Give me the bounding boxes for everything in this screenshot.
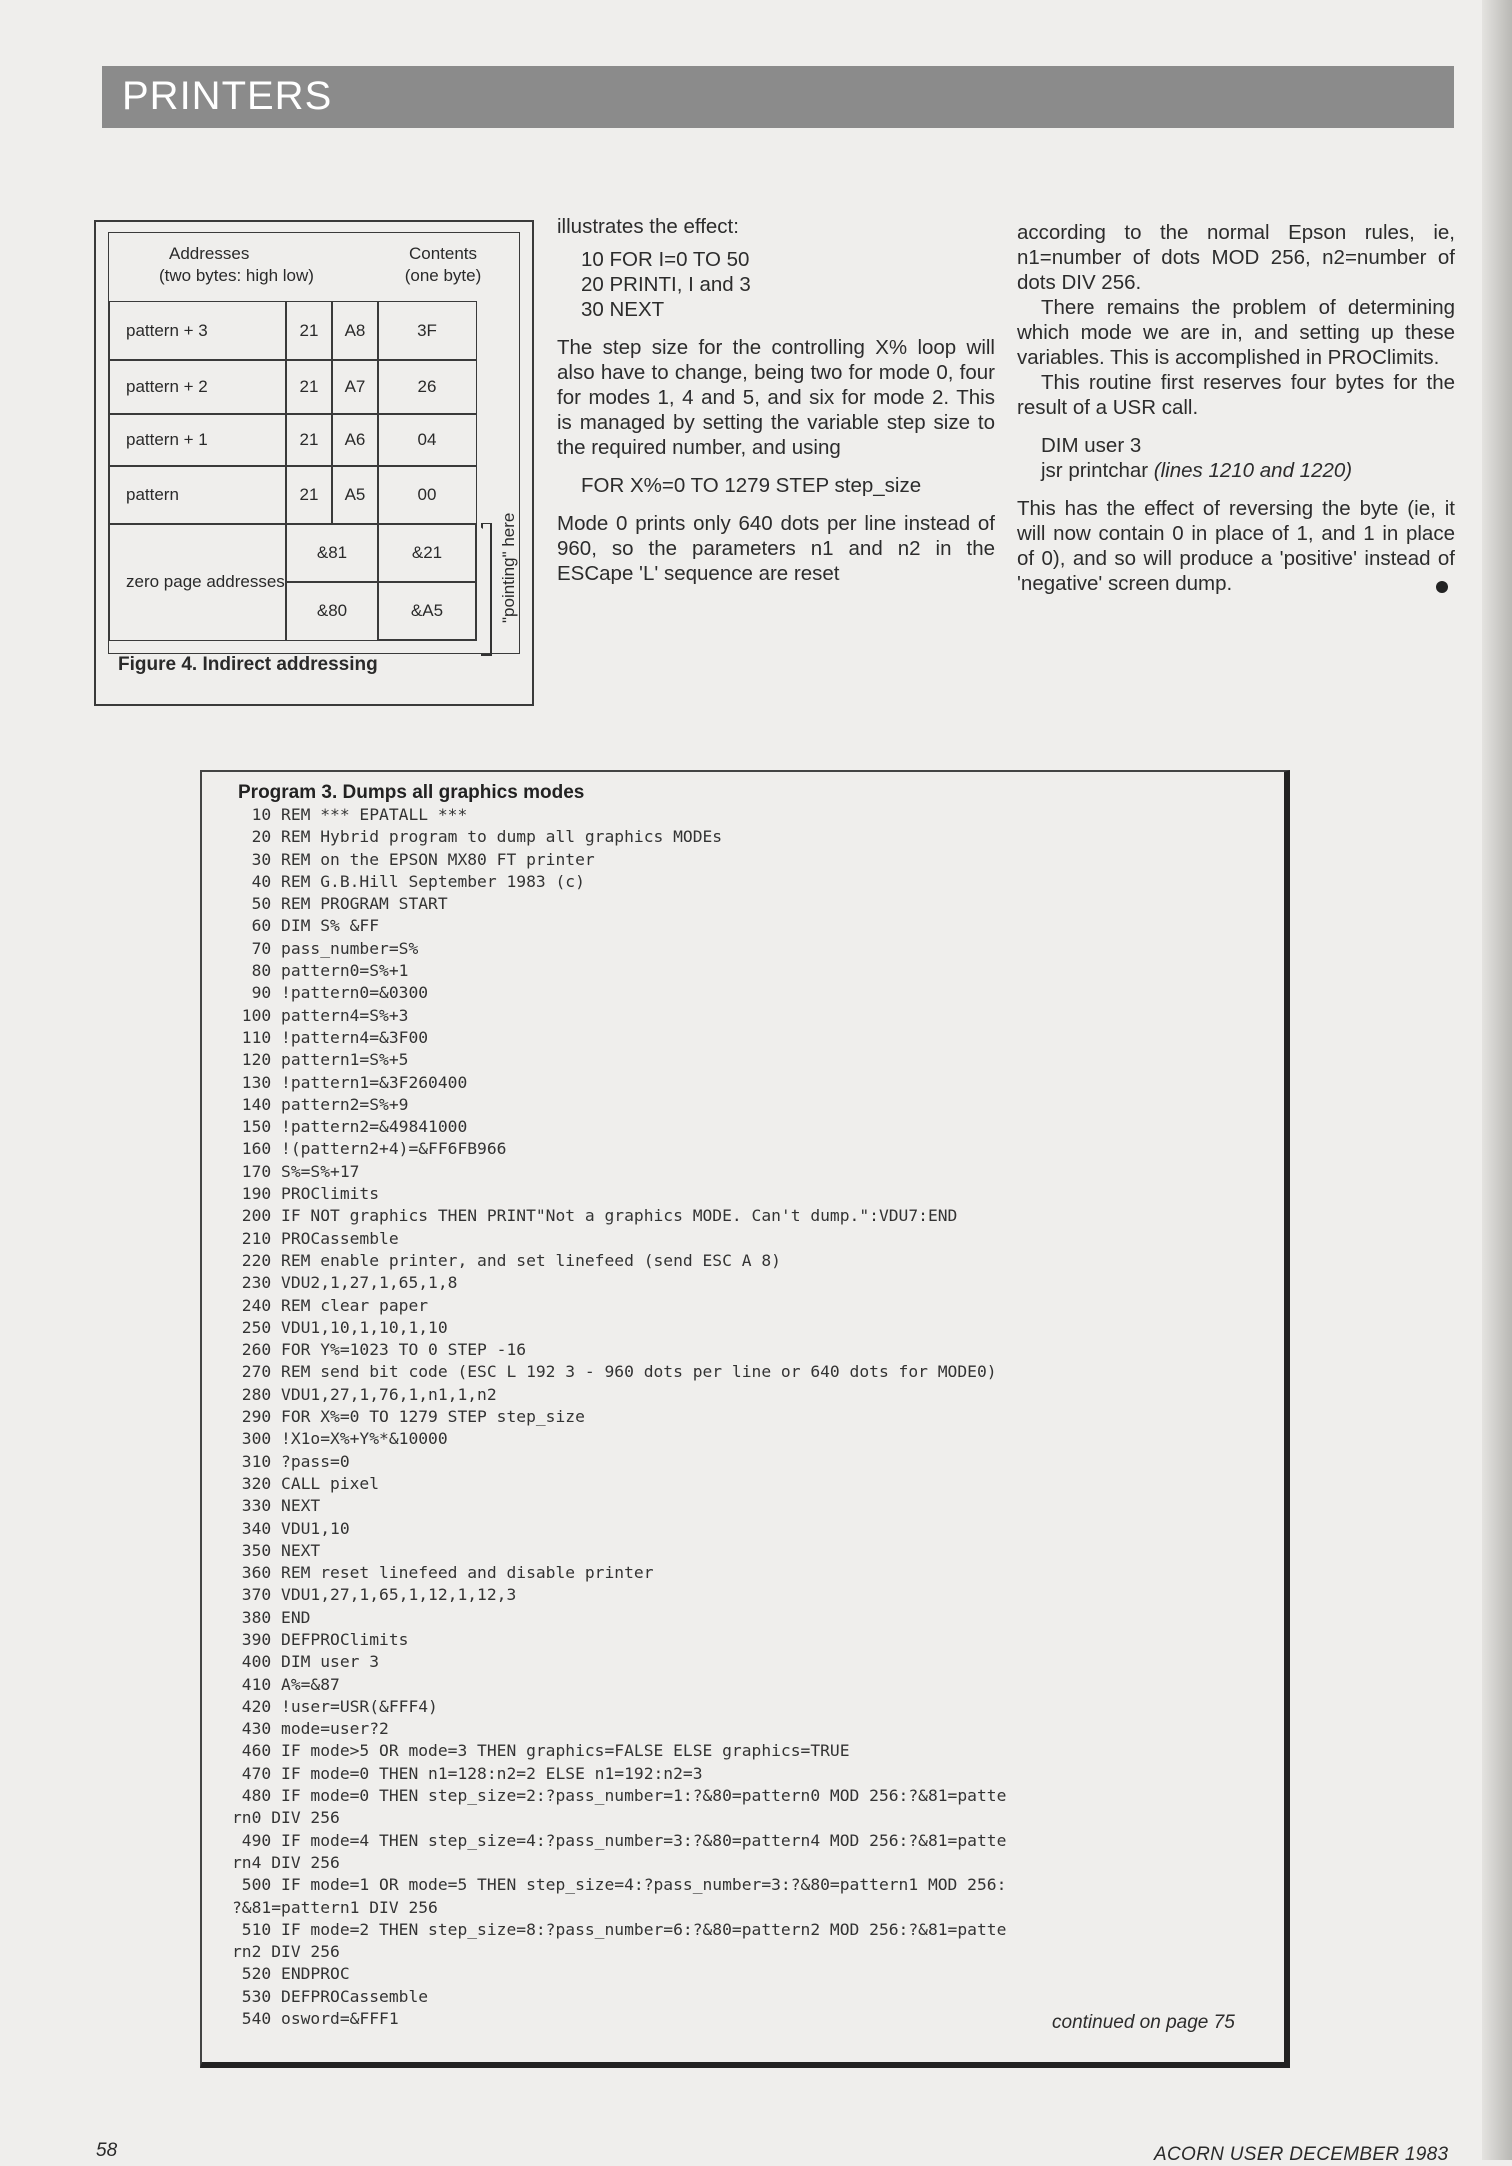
- code-line: 50 REM PROGRAM START: [232, 894, 448, 914]
- code-line: 500 IF mode=1 OR mode=5 THEN step_size=4:?pass_number=3:?&80=pattern1 MOD 256:: [232, 1875, 1007, 1895]
- code-line: 300 !X1o=X%+Y%*&10000: [232, 1429, 448, 1449]
- code-line: 370 VDU1,27,1,65,1,12,1,12,3: [232, 1585, 517, 1605]
- code-line: 80 pattern0=S%+1: [232, 961, 409, 981]
- continued-note: continued on page 75: [1052, 2012, 1235, 2033]
- code-line: DIM user 3: [1041, 434, 1142, 457]
- low-byte: A5: [331, 465, 379, 525]
- code-line: 20 PRINTI, I and 3: [581, 273, 751, 296]
- code-line: 90 !pattern0=&0300: [232, 983, 429, 1003]
- code-line: 70 pass_number=S%: [232, 938, 419, 958]
- figure-frame: [108, 232, 520, 654]
- text-column-middle: [557, 214, 995, 586]
- zero-page-label: zero page addresses: [109, 523, 287, 641]
- zero-page-address: &80: [285, 581, 379, 641]
- row-label: pattern: [109, 465, 287, 525]
- code-line: ?&81=pattern1 DIV 256: [232, 1897, 438, 1917]
- code-line: 40 REM G.B.Hill September 1983 (c): [232, 871, 585, 891]
- pointing-label: "pointing" here: [499, 512, 518, 623]
- code-line: 320 CALL pixel: [232, 1473, 380, 1493]
- code-line: 150 !pattern2=&49841000: [232, 1117, 468, 1137]
- row-label: pattern + 3: [109, 301, 287, 361]
- page-number: 58: [96, 2140, 118, 2161]
- program-listing-box: [200, 770, 1290, 2068]
- contents-byte: 3F: [377, 301, 477, 361]
- row-label: pattern + 2: [109, 359, 287, 415]
- code-line: 310 ?pass=0: [232, 1451, 350, 1471]
- code-line: rn4 DIV 256: [232, 1852, 340, 1872]
- high-byte: 21: [285, 301, 333, 361]
- end-mark-icon: [1435, 580, 1449, 594]
- figure-head-one-byte: (one byte): [404, 266, 482, 285]
- low-byte: A8: [331, 301, 379, 361]
- paragraph: This routine first reserves four bytes for the result of a USR call.: [1017, 371, 1455, 419]
- code-line: 490 IF mode=4 THEN step_size=4:?pass_number=3:?&80=pattern4 MOD 256:?&81=patte: [232, 1830, 1007, 1850]
- paragraph: There remains the problem of determining which mode we are in, and setting up these variables. This is accomplished in PROClimits.: [1017, 296, 1455, 369]
- code-line: 100 pattern4=S%+3: [232, 1005, 409, 1025]
- figure-head-addresses: Addresses: [169, 244, 250, 263]
- code-line: 350 NEXT: [232, 1540, 321, 1560]
- code-line: 30 NEXT: [581, 298, 665, 321]
- code-line: 10 REM *** EPATALL ***: [232, 805, 468, 824]
- figure-indirect-addressing: [94, 220, 534, 706]
- zero-page-address: &81: [285, 523, 379, 583]
- high-byte: 21: [285, 413, 333, 467]
- program-listing: [232, 804, 1272, 2030]
- code-line: 530 DEFPROCassemble: [232, 1986, 429, 2006]
- figure-head-two-bytes: (two bytes: high low): [159, 266, 314, 285]
- code-line: 390 DEFPROClimits: [232, 1629, 409, 1649]
- code-line: 210 PROCassemble: [232, 1228, 399, 1248]
- code-line: 430 mode=user?2: [232, 1719, 389, 1739]
- code-line: 330 NEXT: [232, 1496, 321, 1516]
- code-line: 140 pattern2=S%+9: [232, 1094, 409, 1114]
- code-line: 230 VDU2,1,27,1,65,1,8: [232, 1273, 458, 1293]
- zero-page-contents: &21: [377, 523, 477, 583]
- page-edge-shadow: [1482, 0, 1512, 2160]
- code-line: 30 REM on the EPSON MX80 FT printer: [232, 849, 595, 869]
- code-line: 250 VDU1,10,1,10,1,10: [232, 1317, 448, 1337]
- high-byte: 21: [285, 359, 333, 415]
- code-line: 340 VDU1,10: [232, 1518, 350, 1538]
- paragraph: The step size for the controlling X% loop will also have to change, being two for mode 0, four for modes 1, 4 and 5, and six for mode 2. This is managed by setting the variable step size to the required number, and using: [557, 336, 995, 459]
- paragraph: according to the normal Epson rules, ie, n1=number of dots MOD 256, n2=number of dots DIV 256.: [1017, 221, 1455, 294]
- section-header-bar: [102, 66, 1454, 128]
- contents-byte: 04: [377, 413, 477, 467]
- code-line: 270 REM send bit code (ESC L 192 3 - 960 dots per line or 640 dots for MODE0): [232, 1362, 997, 1382]
- code-line: 130 !pattern1=&3F260400: [232, 1072, 468, 1092]
- figure-head-contents: Contents: [408, 244, 478, 263]
- code-line: 410 A%=&87: [232, 1674, 340, 1694]
- code-line: 520 ENDPROC: [232, 1964, 350, 1984]
- code-line: rn0 DIV 256: [232, 1808, 340, 1828]
- code-line: [1017, 458, 1455, 483]
- code-line: 470 IF mode=0 THEN n1=128:n2=2 ELSE n1=192:n2=3: [232, 1763, 703, 1783]
- paragraph: Mode 0 prints only 640 dots per line instead of 960, so the parameters n1 and n2 in the ESCape 'L' sequence are reset: [557, 512, 995, 585]
- code-line: 220 REM enable printer, and set linefeed (send ESC A 8): [232, 1250, 781, 1270]
- code-line: 240 REM clear paper: [232, 1295, 429, 1315]
- code-text: jsr printchar: [1041, 459, 1149, 482]
- code-line: 510 IF mode=2 THEN step_size=8:?pass_number=6:?&80=pattern2 MOD 256:?&81=patte: [232, 1919, 1007, 1939]
- contents-byte: 00: [377, 465, 477, 525]
- magazine-footer: ACORN USER DECEMBER 1983: [1154, 2144, 1449, 2165]
- code-line: 290 FOR X%=0 TO 1279 STEP step_size: [232, 1407, 585, 1427]
- code-line: 480 IF mode=0 THEN step_size=2:?pass_number=1:?&80=pattern0 MOD 256:?&81=patte: [232, 1786, 1007, 1806]
- code-line: 460 IF mode>5 OR mode=3 THEN graphics=FALSE ELSE graphics=TRUE: [232, 1741, 850, 1761]
- code-line: 400 DIM user 3: [232, 1652, 380, 1672]
- code-line: 280 VDU1,27,1,76,1,n1,1,n2: [232, 1384, 497, 1404]
- figure-caption: Figure 4. Indirect addressing: [118, 654, 378, 675]
- code-line: FOR X%=0 TO 1279 STEP step_size: [581, 474, 922, 497]
- code-line: 420 !user=USR(&FFF4): [232, 1696, 438, 1716]
- paragraph: illustrates the effect:: [557, 215, 739, 238]
- code-line: 260 FOR Y%=1023 TO 0 STEP -16: [232, 1340, 527, 1360]
- code-line: 170 S%=S%+17: [232, 1161, 360, 1181]
- high-byte: 21: [285, 465, 333, 525]
- code-line: 110 !pattern4=&3F00: [232, 1027, 429, 1047]
- code-line: 190 PROClimits: [232, 1184, 380, 1204]
- code-line: 20 REM Hybrid program to dump all graphics MODEs: [232, 827, 723, 847]
- code-line: 120 pattern1=S%+5: [232, 1050, 409, 1070]
- code-line: 360 REM reset linefeed and disable printer: [232, 1563, 654, 1583]
- code-line: 380 END: [232, 1607, 311, 1627]
- section-title: PRINTERS: [122, 74, 333, 118]
- row-label: pattern + 1: [109, 413, 287, 467]
- code-line: 10 FOR I=0 TO 50: [581, 248, 750, 271]
- text-column-right: [1017, 220, 1455, 596]
- code-line: rn2 DIV 256: [232, 1942, 340, 1962]
- paragraph: This has the effect of reversing the byte (ie, it will now contain 0 in place of 1, and 1 in place of 0), and so will produce a 'positive' instead of 'negative' screen dump.: [1017, 497, 1455, 595]
- program-title: Program 3. Dumps all graphics modes: [238, 782, 585, 803]
- low-byte: A7: [331, 359, 379, 415]
- code-line: 60 DIM S% &FF: [232, 916, 380, 936]
- code-note: (lines 1210 and 1220): [1153, 459, 1353, 482]
- code-line: 160 !(pattern2+4)=&FF6FB966: [232, 1139, 507, 1159]
- code-line: 540 osword=&FFF1: [232, 2009, 399, 2029]
- code-line: 200 IF NOT graphics THEN PRINT"Not a graphics MODE. Can't dump.":VDU7:END: [232, 1206, 958, 1226]
- zero-page-contents: &A5: [377, 581, 477, 641]
- low-byte: A6: [331, 413, 379, 467]
- contents-byte: 26: [377, 359, 477, 415]
